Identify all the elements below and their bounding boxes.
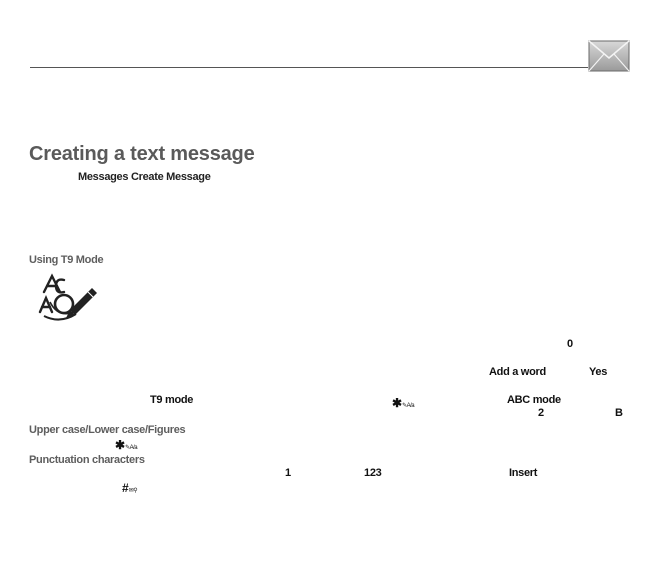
yes-label: Yes [589,366,608,378]
hash-key-icon: #✉⚲ [122,481,138,495]
key-two: 2 [538,407,544,419]
star-key-icon-2: ✱✎A/a [115,438,138,452]
header-rule [30,67,588,68]
key-zero: 0 [567,338,573,350]
t9-heading: Using T9 Mode [29,254,104,266]
case-heading: Upper case/Lower case/Figures [29,424,186,436]
abc-mode-label: ABC mode [507,394,561,406]
page-title: Creating a text message [29,143,255,165]
insert-label: Insert [509,467,538,479]
key-one: 1 [285,467,291,479]
star-key-icon: ✱✎A/a [392,396,415,410]
add-word-label: Add a word [489,366,546,378]
letter-b: B [615,407,623,419]
menu-path: Messages Create Message [78,171,211,183]
t9-mode-label: T9 mode [150,394,194,406]
punct-heading: Punctuation characters [29,454,145,466]
envelope-icon [588,40,630,72]
num-mode-label: 123 [364,467,382,479]
abc-pen-icon [30,272,100,324]
